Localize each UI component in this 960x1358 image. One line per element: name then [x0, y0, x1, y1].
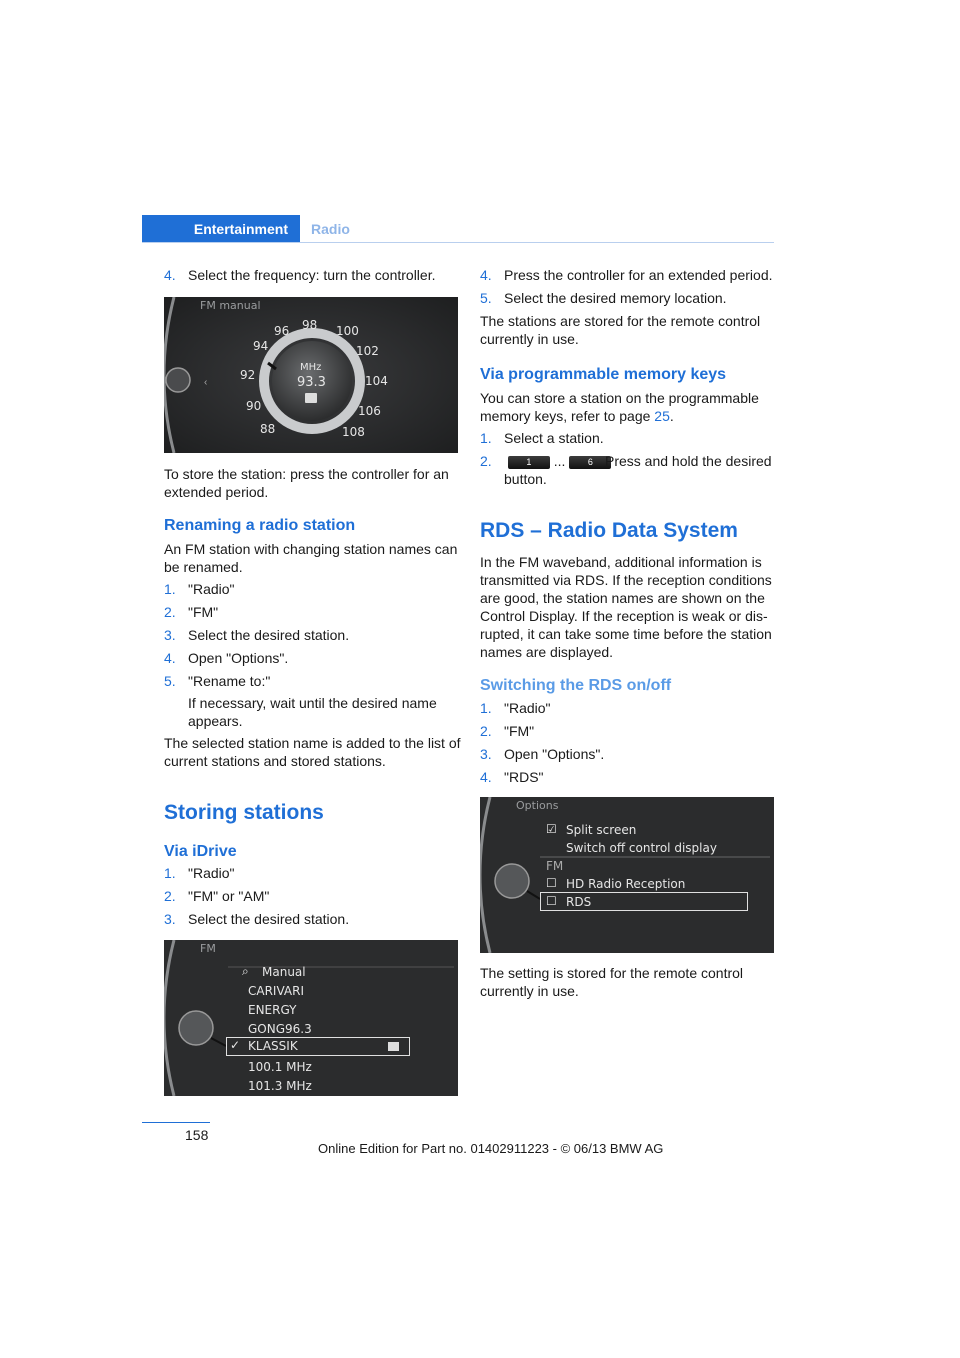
option-group-fm: FM [546, 859, 564, 873]
memory-key-6-icon: 6 [569, 456, 611, 469]
rds-steps [480, 699, 780, 791]
page-number: 158 [185, 1127, 209, 1143]
list-item: 4. Press the controller for an extended period. [480, 267, 773, 283]
heading-rds: RDS – Radio Data System [480, 519, 738, 542]
key-range-separator: ... [553, 453, 566, 469]
list-item: 3. Open "Options". [480, 746, 605, 762]
memory-key-1-icon: 1 [508, 456, 550, 469]
edition-notice: Online Edition for Part no. 01402911223 - © 06/13 BMW AG [318, 1141, 664, 1156]
dial-label: 96 [274, 324, 290, 338]
section-tab: Entertainment [142, 215, 300, 243]
list-item: 4. Open "Options". [164, 650, 289, 666]
dial-label: 90 [246, 399, 262, 413]
screen-title: Options [516, 799, 559, 812]
screen-title: FM [200, 942, 216, 955]
checkbox-checked-icon: ☑ [546, 822, 557, 836]
storing-steps-continued [480, 266, 780, 312]
dial-label: 102 [356, 344, 379, 358]
dial-label: 108 [342, 425, 365, 439]
dial-label: 98 [302, 318, 318, 332]
list-item-station: 101.3 MHz [248, 1079, 312, 1093]
list-item: 2. "FM" [164, 604, 219, 620]
option-split-screen: Split screen [566, 823, 637, 837]
options-screenshot [480, 797, 774, 953]
check-icon: ✓ [230, 1038, 241, 1052]
rename-steps [164, 580, 464, 695]
rename-note: If necessary, wait until the desired name appears. [188, 695, 437, 729]
list-item-station-selected: KLASSIK [248, 1039, 298, 1053]
step-select-frequency: 4. Select the frequency: turn the controller. [164, 267, 436, 283]
screen-title: FM manual [200, 299, 261, 312]
heading-switching-rds: Switching the RDS on/off [480, 677, 672, 694]
page-link[interactable]: 25 [654, 408, 670, 424]
programmable-intro: You can store a station on the programmable memory keys, refer to page 25. [480, 390, 759, 424]
rds-intro: In the FM waveband, additional information is transmitted via RDS. If the reception conditions are good, the station names are shown on the Control Display. If the reception is weak or dis-rupted, it can take some time before the station names are displayed. [480, 554, 772, 660]
list-item: 1. "Radio" [164, 581, 235, 597]
option-hd-radio: HD Radio Reception [566, 877, 686, 891]
store-icon [305, 393, 317, 403]
dial-label: 92 [240, 368, 256, 382]
list-item: 5. "Rename to:" [164, 673, 271, 689]
svg-text:‹: ‹ [204, 377, 208, 388]
dial-label: 88 [260, 422, 276, 436]
list-item-station: 100.1 MHz [248, 1060, 312, 1074]
option-rds: RDS [566, 895, 592, 909]
checkbox-icon: ☐ [546, 876, 557, 890]
fm-station-list-screenshot [164, 940, 458, 1096]
list-item-manual: Manual [262, 965, 306, 979]
heading-renaming: Renaming a radio station [164, 517, 356, 534]
dial-label: 106 [358, 404, 381, 418]
heading-programmable-keys: Via programmable memory keys [480, 366, 727, 383]
list-item: 2. "FM" or "AM" [164, 888, 270, 904]
subsection-label: Radio [311, 221, 350, 237]
list-item: 2. "FM" [480, 723, 535, 739]
frequency-readout: 93.3 [297, 375, 326, 390]
idrive-steps [164, 864, 464, 933]
list-item: 1. "Radio" [164, 865, 235, 881]
stored-note: The stations are stored for the remote control currently in use. [480, 313, 761, 347]
dial-label: 94 [253, 339, 269, 353]
heading-storing-stations: Storing stations [164, 801, 324, 824]
list-item: 5. Select the desired memory location. [480, 290, 727, 306]
list-item: 3. Select the desired station. [164, 911, 350, 927]
dial-label: 104 [365, 374, 388, 388]
list-item: 2. 1 ... 6 [480, 452, 780, 470]
unit-label: MHz [300, 362, 322, 373]
dial-label: 100 [336, 324, 359, 338]
heading-via-idrive: Via iDrive [164, 843, 237, 860]
list-item: 4. "RDS" [480, 769, 544, 785]
list-item: 1. "Radio" [480, 700, 551, 716]
rename-outro: The selected station name is added to the list of current stations and stored stations. [164, 735, 461, 769]
fm-manual-screenshot [164, 297, 458, 453]
rename-intro: An FM station with changing station names can be renamed. [164, 541, 458, 575]
store-instruction: To store the station: press the controller for an extended period. [164, 466, 449, 500]
list-item-station: ENERGY [248, 1003, 297, 1017]
store-icon [388, 1042, 399, 1051]
search-icon: ⌕ [242, 964, 249, 978]
footer-rule [142, 1122, 210, 1123]
list-item: 3. Select the desired station. [164, 627, 350, 643]
setting-stored-note: The setting is stored for the remote control currently in use. [480, 965, 744, 999]
list-item-station: GONG96.3 [248, 1022, 312, 1036]
step-press-hold: Press and hold the desired button. [504, 453, 772, 487]
header-rule [142, 242, 774, 243]
checkbox-icon: ☐ [546, 894, 557, 908]
list-item-station: CARIVARI [248, 984, 304, 998]
list-item: 1. Select a station. [480, 430, 604, 446]
option-switch-off-display: Switch off control display [566, 841, 717, 855]
